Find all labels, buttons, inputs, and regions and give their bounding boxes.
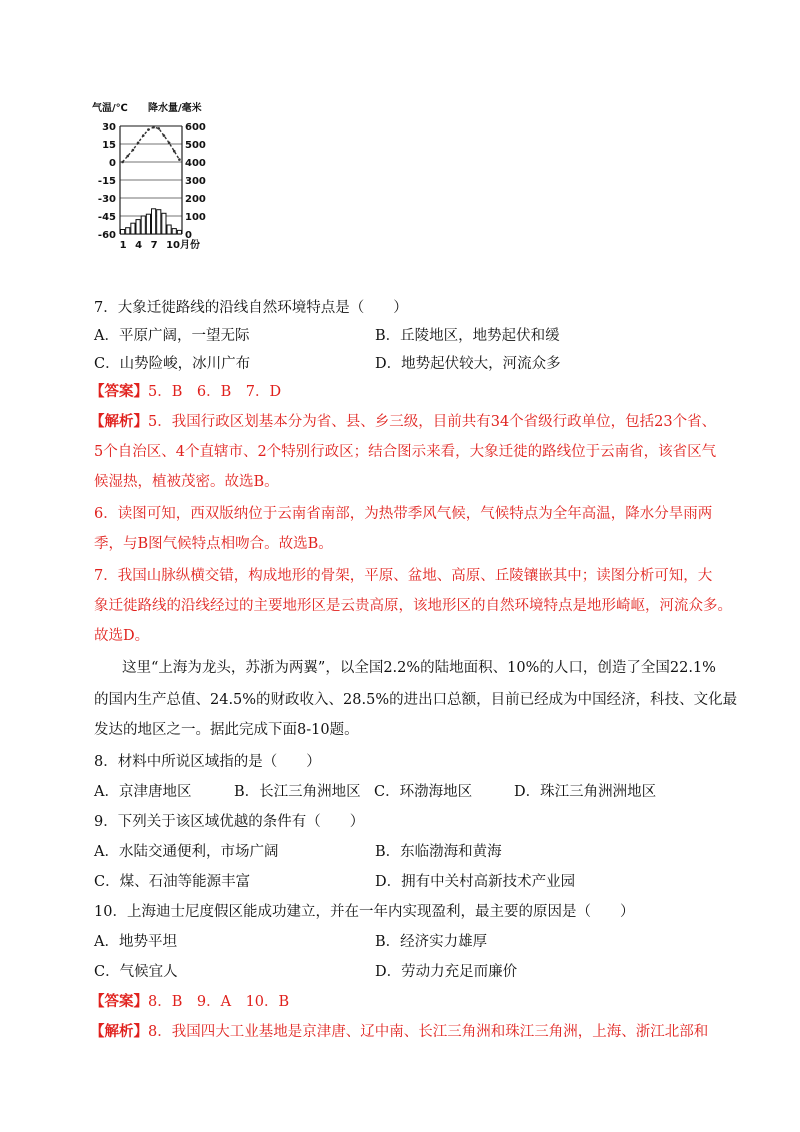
explanation-line: 象迁徙路线的沿线经过的主要地形区是云贵高原，该地形区的自然环境特点是地形崎岖，河流众多。	[94, 598, 732, 614]
explanation-line: 季，与B图气候特点相吻合。故选B。	[94, 536, 333, 552]
temperature-point	[163, 134, 166, 137]
x-tick-label: 4	[135, 240, 143, 251]
temperature-point	[178, 158, 181, 161]
answer-label: 【答案】	[90, 383, 148, 400]
q8-stem: 8．材料中所说区域指的是（ ）	[94, 754, 321, 770]
explanation-line: 候湿热，植被茂密。故选B。	[94, 474, 279, 490]
right-tick-label: 300	[185, 176, 206, 187]
precipitation-bar	[141, 216, 145, 234]
precipitation-bar	[146, 214, 150, 234]
left-tick-label: 15	[102, 140, 116, 151]
q10-option-a: A．地势平坦	[94, 934, 177, 950]
right-tick-label: 100	[185, 212, 206, 223]
q8-option-b: B．长江三角洲地区	[234, 784, 361, 800]
answer-text: 5．B 6．B 7．D	[148, 384, 282, 400]
temperature-point	[126, 155, 129, 158]
q7-option-d: D．地势起伏较大，河流众多	[375, 356, 561, 372]
left-tick-label: 30	[102, 122, 116, 133]
right-tick-label: 200	[185, 194, 206, 205]
precipitation-bar	[172, 229, 176, 234]
precipitation-bar	[126, 228, 130, 234]
q7-stem: 7．大象迁徙路线的沿线自然环境特点是（ ）	[94, 300, 408, 316]
q10-option-d: D．劳动力充足而廉价	[375, 964, 518, 980]
temperature-point	[147, 128, 150, 131]
left-tick-label: -30	[97, 194, 116, 205]
explanation-text: 8．我国四大工业基地是京津唐、辽中南、长江三角洲和珠江三角洲，上海、浙江北部和	[148, 1024, 709, 1040]
material-line: 发达的地区之一。据此完成下面8-10题。	[94, 722, 359, 738]
q10-option-c: C．气候宜人	[94, 964, 178, 980]
precipitation-bar	[162, 213, 166, 234]
material-line: 这里“上海为龙头，苏浙为两翼”，以全国2.2%的陆地面积、10%的人口，创造了全国22.1%	[122, 660, 716, 676]
left-tick-label: 0	[109, 158, 116, 169]
right-tick-label: 0	[185, 230, 192, 241]
precipitation-bar	[157, 210, 161, 234]
temperature-point	[157, 127, 160, 130]
x-tick-label: 7	[150, 240, 158, 251]
x-tick-label: 10月份	[166, 240, 201, 251]
climate-chart-svg	[90, 98, 230, 258]
q7-option-b: B．丘陵地区，地势起伏和缓	[375, 328, 560, 344]
temperature-point	[152, 126, 155, 129]
temperature-point	[173, 150, 176, 153]
q8-option-d: D．珠江三角洲洲地区	[514, 784, 657, 800]
explanation-line: 5个自治区、4个直辖市、2个特别行政区；结合图示来看，大象迁徙的路线位于云南省，该省区气	[94, 444, 717, 460]
explanation-line: 6．读图可知，西双版纳位于云南省南部，为热带季风气候，气候特点为全年高温，降水分旱雨两	[94, 506, 713, 522]
explanation-line: 故选D。	[94, 628, 150, 644]
explanation-line	[90, 1022, 708, 1042]
q9-option-d: D．拥有中关村高新技术产业园	[375, 874, 576, 890]
temperature-line	[123, 127, 180, 162]
climate-chart	[90, 98, 230, 258]
answer-label: 【答案】	[90, 993, 148, 1010]
x-tick-label: 1	[119, 240, 127, 251]
q10-stem: 10．上海迪士尼度假区能成功建立，并在一年内实现盈利，最主要的原因是（ ）	[94, 904, 635, 920]
explanation-text: 5．我国行政区划基本分为省、县、乡三级，目前共有34个省级行政单位，包括23个省、	[148, 414, 717, 430]
temperature-point	[142, 134, 145, 137]
q9-option-c: C．煤、石油等能源丰富	[94, 874, 251, 890]
q7-option-c: C．山势险峻，冰川广布	[94, 356, 251, 372]
temperature-axis-label: 气温/℃	[92, 103, 128, 114]
q9-option-a: A．水陆交通便利，市场广阔	[94, 844, 279, 860]
temperature-point	[132, 149, 135, 152]
explanation-line	[90, 412, 716, 432]
left-tick-label: -45	[97, 212, 116, 223]
explanation-line: 7．我国山脉纵横交错，构成地形的骨架，平原、盆地、高原、丘陵镶嵌其中；读图分析可知，大	[94, 568, 713, 584]
precipitation-bar	[136, 220, 140, 234]
precipitation-bar	[121, 230, 125, 235]
q8-option-a: A．京津唐地区	[94, 784, 192, 800]
explanation-label: 【解析】	[90, 1023, 148, 1040]
answer-text: 8．B 9．A 10．B	[148, 994, 290, 1010]
left-tick-label: -60	[97, 230, 116, 241]
answer-block-2	[90, 992, 289, 1012]
precipitation-bar	[177, 230, 181, 234]
material-line: 的国内生产总值、24.5%的财政收入、28.5%的进出口总额，目前已经成为中国经济，科技、文化最	[94, 692, 738, 708]
precipitation-bar	[152, 209, 156, 234]
temperature-point	[121, 161, 124, 164]
explanation-label: 【解析】	[90, 413, 148, 430]
temperature-point	[168, 142, 171, 145]
q10-option-b: B．经济实力雄厚	[375, 934, 488, 950]
q8-option-c: C．环渤海地区	[374, 784, 473, 800]
answer-block-1	[90, 382, 281, 402]
right-tick-label: 400	[185, 158, 206, 169]
q7-option-a: A．平原广阔，一望无际	[94, 328, 250, 344]
precipitation-axis-label: 降水量/毫米	[148, 103, 202, 114]
right-tick-label: 600	[185, 122, 206, 133]
precipitation-bar	[167, 225, 171, 234]
left-tick-label: -15	[97, 176, 116, 187]
precipitation-bar	[131, 223, 135, 234]
temperature-point	[137, 142, 140, 145]
q9-stem: 9．下列关于该区域优越的条件有（ ）	[94, 814, 365, 830]
q9-option-b: B．东临渤海和黄海	[375, 844, 502, 860]
right-tick-label: 500	[185, 140, 206, 151]
